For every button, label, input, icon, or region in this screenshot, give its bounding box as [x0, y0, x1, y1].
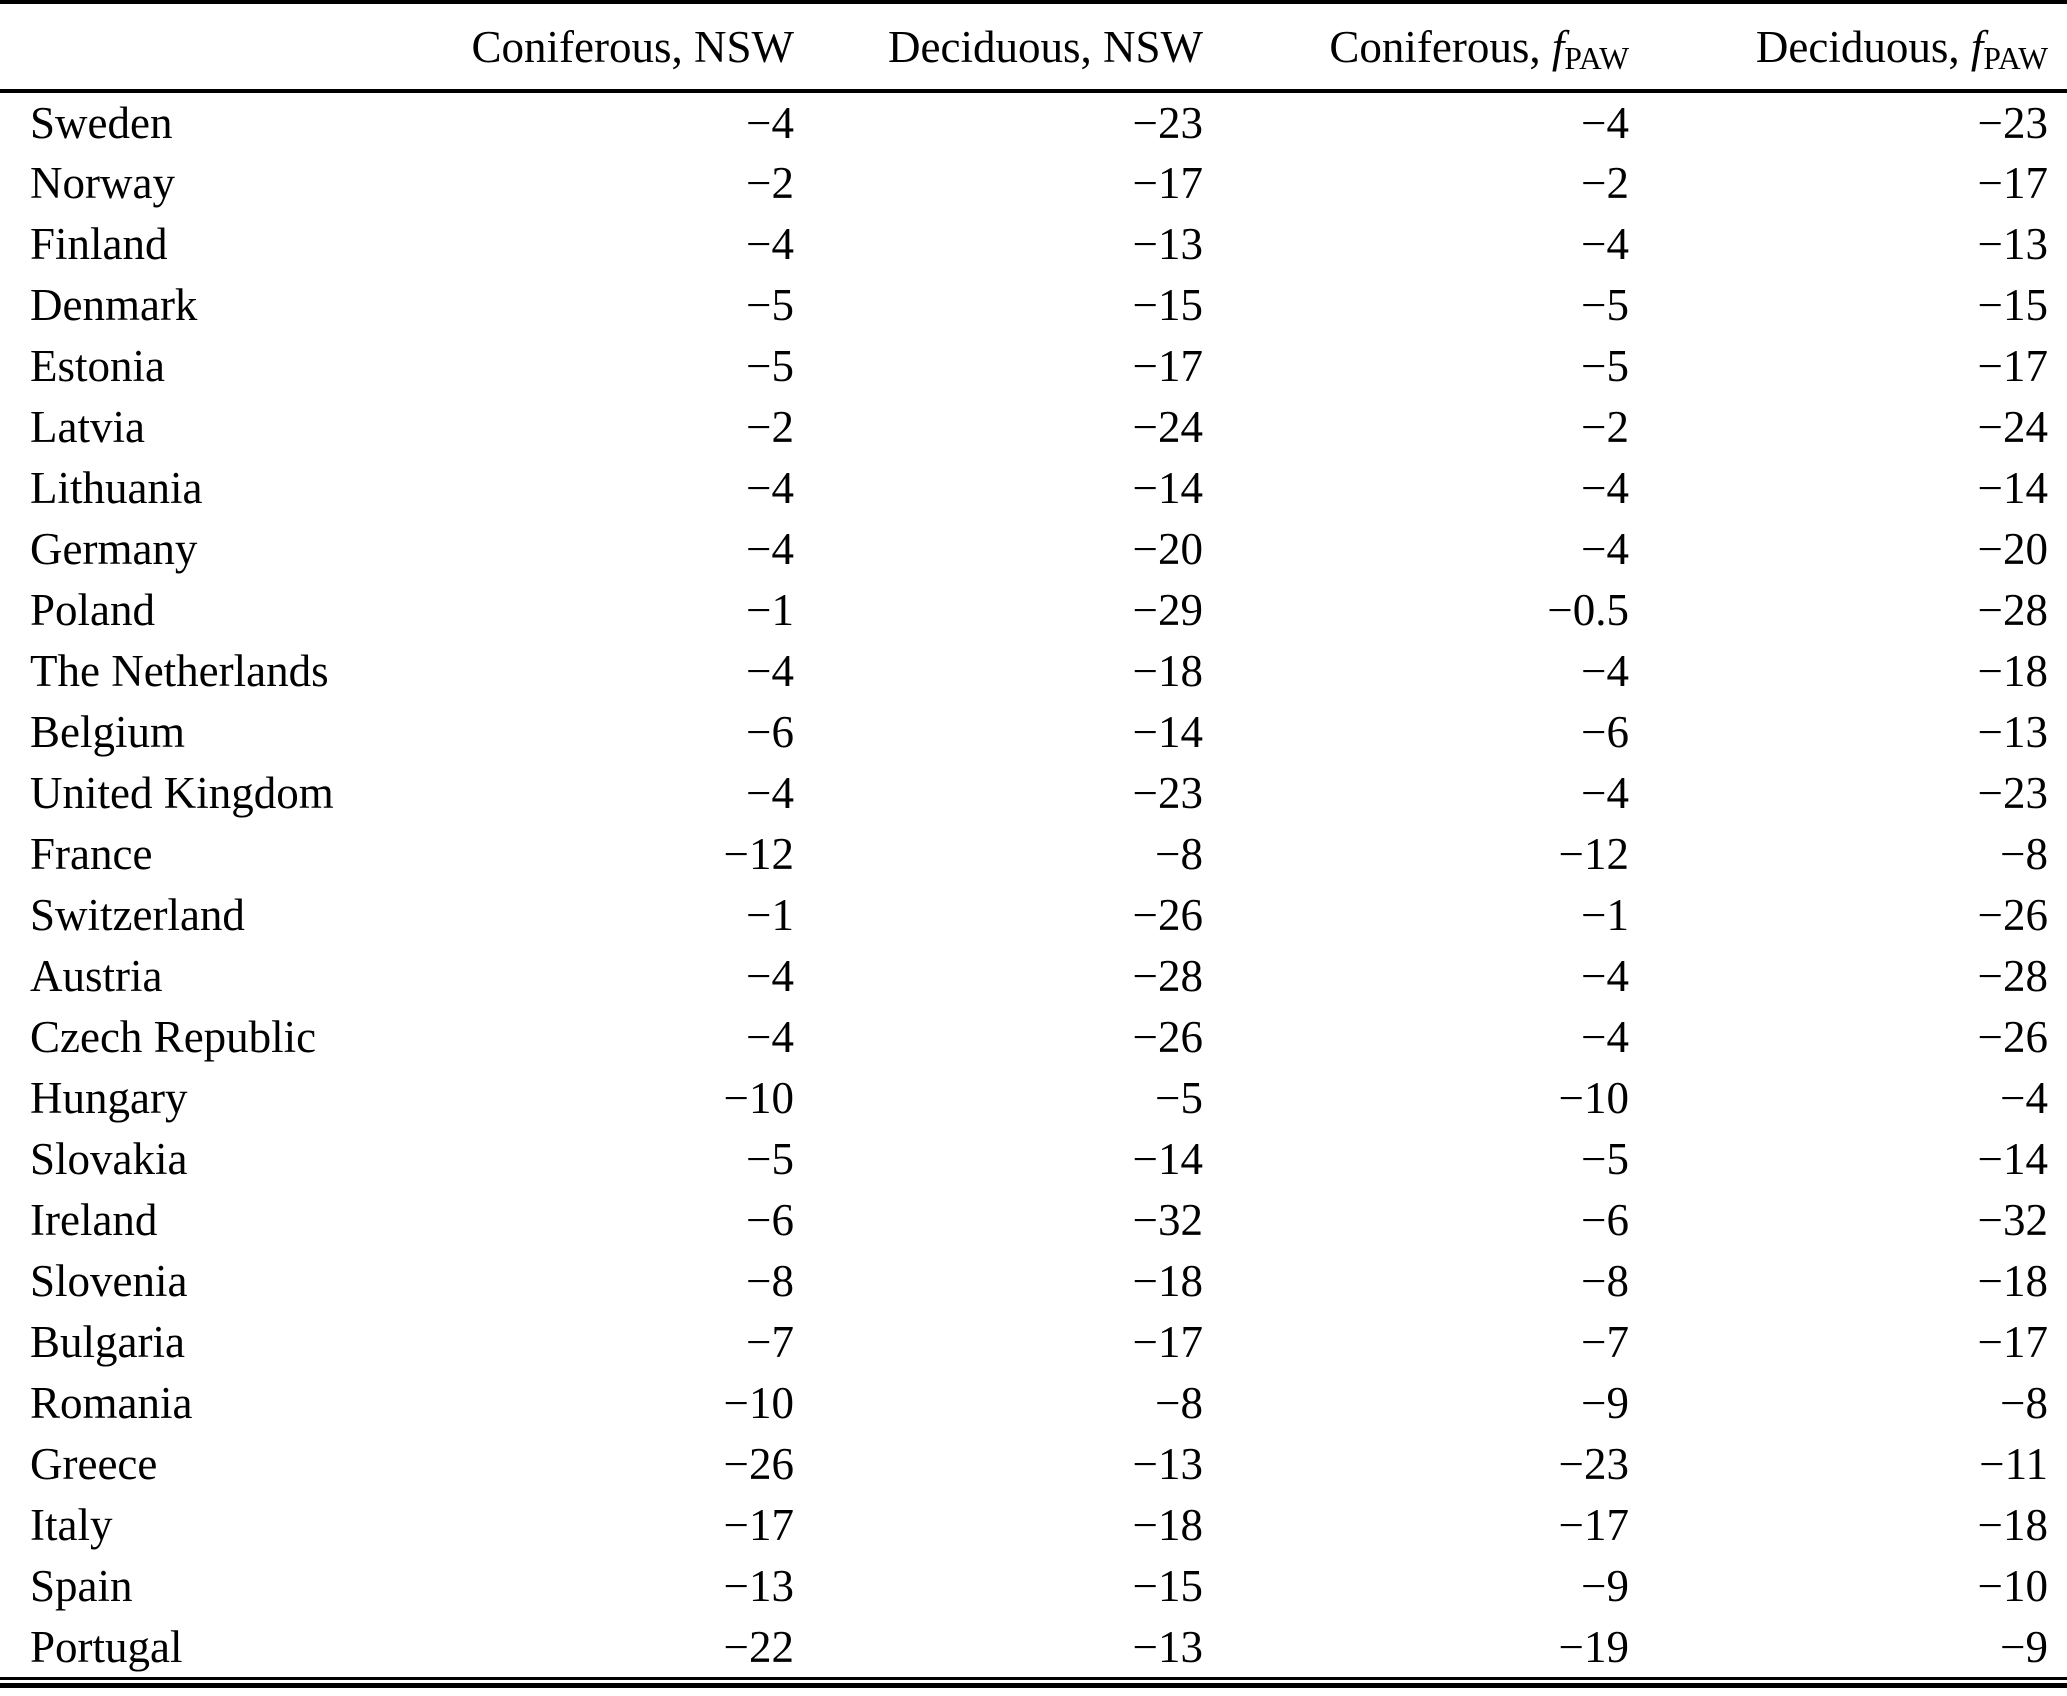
value-cell: −24 — [1132, 401, 1203, 452]
country-cell: Spain — [30, 1560, 133, 1611]
value-cell: −26 — [1132, 889, 1203, 940]
value-cell: −10 — [1977, 1560, 2048, 1611]
value-cell: −23 — [1132, 767, 1203, 818]
value-cell: −17 — [723, 1499, 794, 1550]
column-header-text: Deciduous, — [1755, 21, 1971, 72]
country-cell: Romania — [30, 1377, 193, 1428]
value-cell: −13 — [1132, 218, 1203, 269]
column-header-text: Deciduous, NSW — [888, 21, 1203, 72]
value-cell: −28 — [1132, 950, 1203, 1001]
value-cell: −18 — [1132, 645, 1203, 696]
value-cell: −13 — [1977, 218, 2048, 269]
table-row — [0, 518, 2067, 579]
value-cell: −7 — [1581, 1316, 1629, 1367]
value-cell: −17 — [1132, 340, 1203, 391]
fpaw-variable: f — [1970, 21, 1984, 72]
country-cell: France — [30, 828, 153, 879]
value-cell: −17 — [1132, 157, 1203, 208]
value-cell: −23 — [1977, 97, 2048, 148]
value-cell: −26 — [1132, 1011, 1203, 1062]
table-row — [0, 1494, 2067, 1555]
value-cell: −4 — [746, 523, 794, 574]
value-cell: −28 — [1977, 584, 2048, 635]
value-cell: −6 — [1581, 706, 1629, 757]
table-row — [0, 701, 2067, 762]
value-cell: −10 — [723, 1072, 794, 1123]
table-row — [0, 1189, 2067, 1250]
value-cell: −12 — [723, 828, 794, 879]
country-cell: Belgium — [30, 706, 185, 757]
value-cell: −1 — [1581, 889, 1629, 940]
value-cell: −28 — [1977, 950, 2048, 1001]
table-row — [0, 945, 2067, 1006]
value-cell: −18 — [1977, 1499, 2048, 1550]
value-cell: −4 — [1581, 97, 1629, 148]
value-cell: −5 — [1581, 340, 1629, 391]
value-cell: −17 — [1977, 157, 2048, 208]
value-cell: −13 — [1132, 1621, 1203, 1672]
table-row — [0, 1555, 2067, 1616]
table-row — [0, 640, 2067, 701]
value-cell: −4 — [1581, 767, 1629, 818]
country-cell: Greece — [30, 1438, 158, 1489]
country-cell: United Kingdom — [30, 767, 334, 818]
value-cell: −18 — [1977, 1255, 2048, 1306]
country-cell: Hungary — [30, 1072, 188, 1123]
value-cell: −8 — [1155, 1377, 1203, 1428]
value-cell: −4 — [746, 218, 794, 269]
table-row — [0, 1067, 2067, 1128]
value-cell: −4 — [746, 950, 794, 1001]
country-cell: Lithuania — [30, 462, 203, 513]
value-cell: −23 — [1558, 1438, 1629, 1489]
value-cell: −4 — [1581, 1011, 1629, 1062]
value-cell: −4 — [746, 767, 794, 818]
value-cell: −4 — [1581, 523, 1629, 574]
value-cell: −5 — [1155, 1072, 1203, 1123]
corner-cell — [0, 2, 427, 91]
value-cell: −26 — [723, 1438, 794, 1489]
value-cell: −8 — [746, 1255, 794, 1306]
country-cell: Sweden — [30, 97, 173, 148]
table-bottom-rule-thick — [0, 1683, 2067, 1688]
column-header-deciduous-fpaw — [1648, 2, 2067, 91]
value-cell: −15 — [1132, 1560, 1203, 1611]
country-cell: Austria — [30, 950, 163, 1001]
value-cell: −12 — [1558, 828, 1629, 879]
country-cell: Finland — [30, 218, 168, 269]
country-cell: Czech Republic — [30, 1011, 317, 1062]
country-cell: Denmark — [30, 279, 198, 330]
table-row — [0, 1006, 2067, 1067]
value-cell: −4 — [1581, 462, 1629, 513]
value-cell: −4 — [1581, 645, 1629, 696]
table-row — [0, 1433, 2067, 1494]
value-cell: −4 — [746, 1011, 794, 1062]
country-cell: Bulgaria — [30, 1316, 185, 1367]
table-row — [0, 91, 2067, 152]
value-cell: −32 — [1132, 1194, 1203, 1245]
value-cell: −14 — [1977, 1133, 2048, 1184]
table-row — [0, 1128, 2067, 1189]
value-cell: −5 — [746, 340, 794, 391]
value-cell: −15 — [1977, 279, 2048, 330]
table-row — [0, 152, 2067, 213]
value-cell: −8 — [1155, 828, 1203, 879]
column-header-coniferous-fpaw — [1222, 2, 1648, 91]
table-bottom-rule-thin — [0, 1677, 2067, 1680]
country-cell: Portugal — [30, 1621, 183, 1672]
country-cell: The Netherlands — [30, 645, 329, 696]
value-cell: −5 — [1581, 1133, 1629, 1184]
country-cell: Estonia — [30, 340, 165, 391]
value-cell: −7 — [746, 1316, 794, 1367]
value-cell: −26 — [1977, 889, 2048, 940]
country-cell: Germany — [30, 523, 198, 574]
value-cell: −8 — [2000, 828, 2048, 879]
table-row — [0, 457, 2067, 518]
table-row — [0, 884, 2067, 945]
country-cell: Ireland — [30, 1194, 158, 1245]
value-cell: −9 — [1581, 1560, 1629, 1611]
table-row — [0, 1250, 2067, 1311]
fpaw-subscript: PAW — [1564, 41, 1629, 77]
value-cell: −23 — [1132, 97, 1203, 148]
column-header-deciduous-nsw — [813, 2, 1222, 91]
value-cell: −17 — [1132, 1316, 1203, 1367]
value-cell: −8 — [2000, 1377, 2048, 1428]
country-cell: Switzerland — [30, 889, 245, 940]
country-cell: Norway — [30, 157, 175, 208]
table-row — [0, 335, 2067, 396]
value-cell: −14 — [1132, 706, 1203, 757]
value-cell: −18 — [1132, 1499, 1203, 1550]
value-cell: −32 — [1977, 1194, 2048, 1245]
value-cell: −18 — [1132, 1255, 1203, 1306]
value-cell: −2 — [1581, 401, 1629, 452]
country-cell: Slovakia — [30, 1133, 188, 1184]
table-row — [0, 1372, 2067, 1433]
value-cell: −15 — [1132, 279, 1203, 330]
value-cell: −4 — [2000, 1072, 2048, 1123]
value-cell: −13 — [1132, 1438, 1203, 1489]
value-cell: −5 — [746, 279, 794, 330]
fpaw-variable: f — [1551, 21, 1565, 72]
value-cell: −18 — [1977, 645, 2048, 696]
value-cell: −14 — [1977, 462, 2048, 513]
value-cell: −10 — [723, 1377, 794, 1428]
value-cell: −2 — [1581, 157, 1629, 208]
value-cell: −8 — [1581, 1255, 1629, 1306]
value-cell: −19 — [1558, 1621, 1629, 1672]
country-cell: Slovenia — [30, 1255, 188, 1306]
value-cell: −26 — [1977, 1011, 2048, 1062]
value-cell: −10 — [1558, 1072, 1629, 1123]
value-cell: −6 — [746, 706, 794, 757]
table-row — [0, 579, 2067, 640]
value-cell: −20 — [1977, 523, 2048, 574]
value-cell: −29 — [1132, 584, 1203, 635]
value-cell: −9 — [2000, 1621, 2048, 1672]
value-cell: −6 — [746, 1194, 794, 1245]
value-cell: −14 — [1132, 1133, 1203, 1184]
country-cell: Latvia — [30, 401, 145, 452]
value-cell: −17 — [1977, 1316, 2048, 1367]
value-cell: −6 — [1581, 1194, 1629, 1245]
value-cell: −4 — [746, 462, 794, 513]
value-cell: −17 — [1977, 340, 2048, 391]
value-cell: −0.5 — [1547, 584, 1629, 635]
value-cell: −14 — [1132, 462, 1203, 513]
value-cell: −5 — [1581, 279, 1629, 330]
table-row — [0, 762, 2067, 823]
value-cell: −11 — [1979, 1438, 2048, 1489]
value-cell: −17 — [1558, 1499, 1629, 1550]
column-header-coniferous-nsw — [427, 2, 813, 91]
value-cell: −4 — [1581, 218, 1629, 269]
table-row — [0, 274, 2067, 335]
table-row — [0, 1311, 2067, 1372]
country-cell: Italy — [30, 1499, 113, 1550]
value-cell: −24 — [1977, 401, 2048, 452]
value-cell: −9 — [1581, 1377, 1629, 1428]
value-cell: −20 — [1132, 523, 1203, 574]
value-cell: −1 — [746, 889, 794, 940]
value-cell: −5 — [746, 1133, 794, 1184]
value-cell: −1 — [746, 584, 794, 635]
value-cell: −23 — [1977, 767, 2048, 818]
value-cell: −2 — [746, 157, 794, 208]
value-cell: −22 — [723, 1621, 794, 1672]
value-cell: −4 — [746, 645, 794, 696]
value-cell: −4 — [1581, 950, 1629, 1001]
table-row — [0, 1616, 2067, 1677]
table-row — [0, 823, 2067, 884]
value-cell: −4 — [746, 97, 794, 148]
table-header-row — [0, 2, 2067, 91]
value-cell: −13 — [723, 1560, 794, 1611]
fpaw-subscript: PAW — [1983, 41, 2048, 77]
column-header-text: Coniferous, — [1329, 21, 1552, 72]
column-header-text: Coniferous, NSW — [471, 21, 794, 72]
value-cell: −2 — [746, 401, 794, 452]
value-cell: −13 — [1977, 706, 2048, 757]
table-row — [0, 396, 2067, 457]
table-row — [0, 213, 2067, 274]
country-cell: Poland — [30, 584, 156, 635]
